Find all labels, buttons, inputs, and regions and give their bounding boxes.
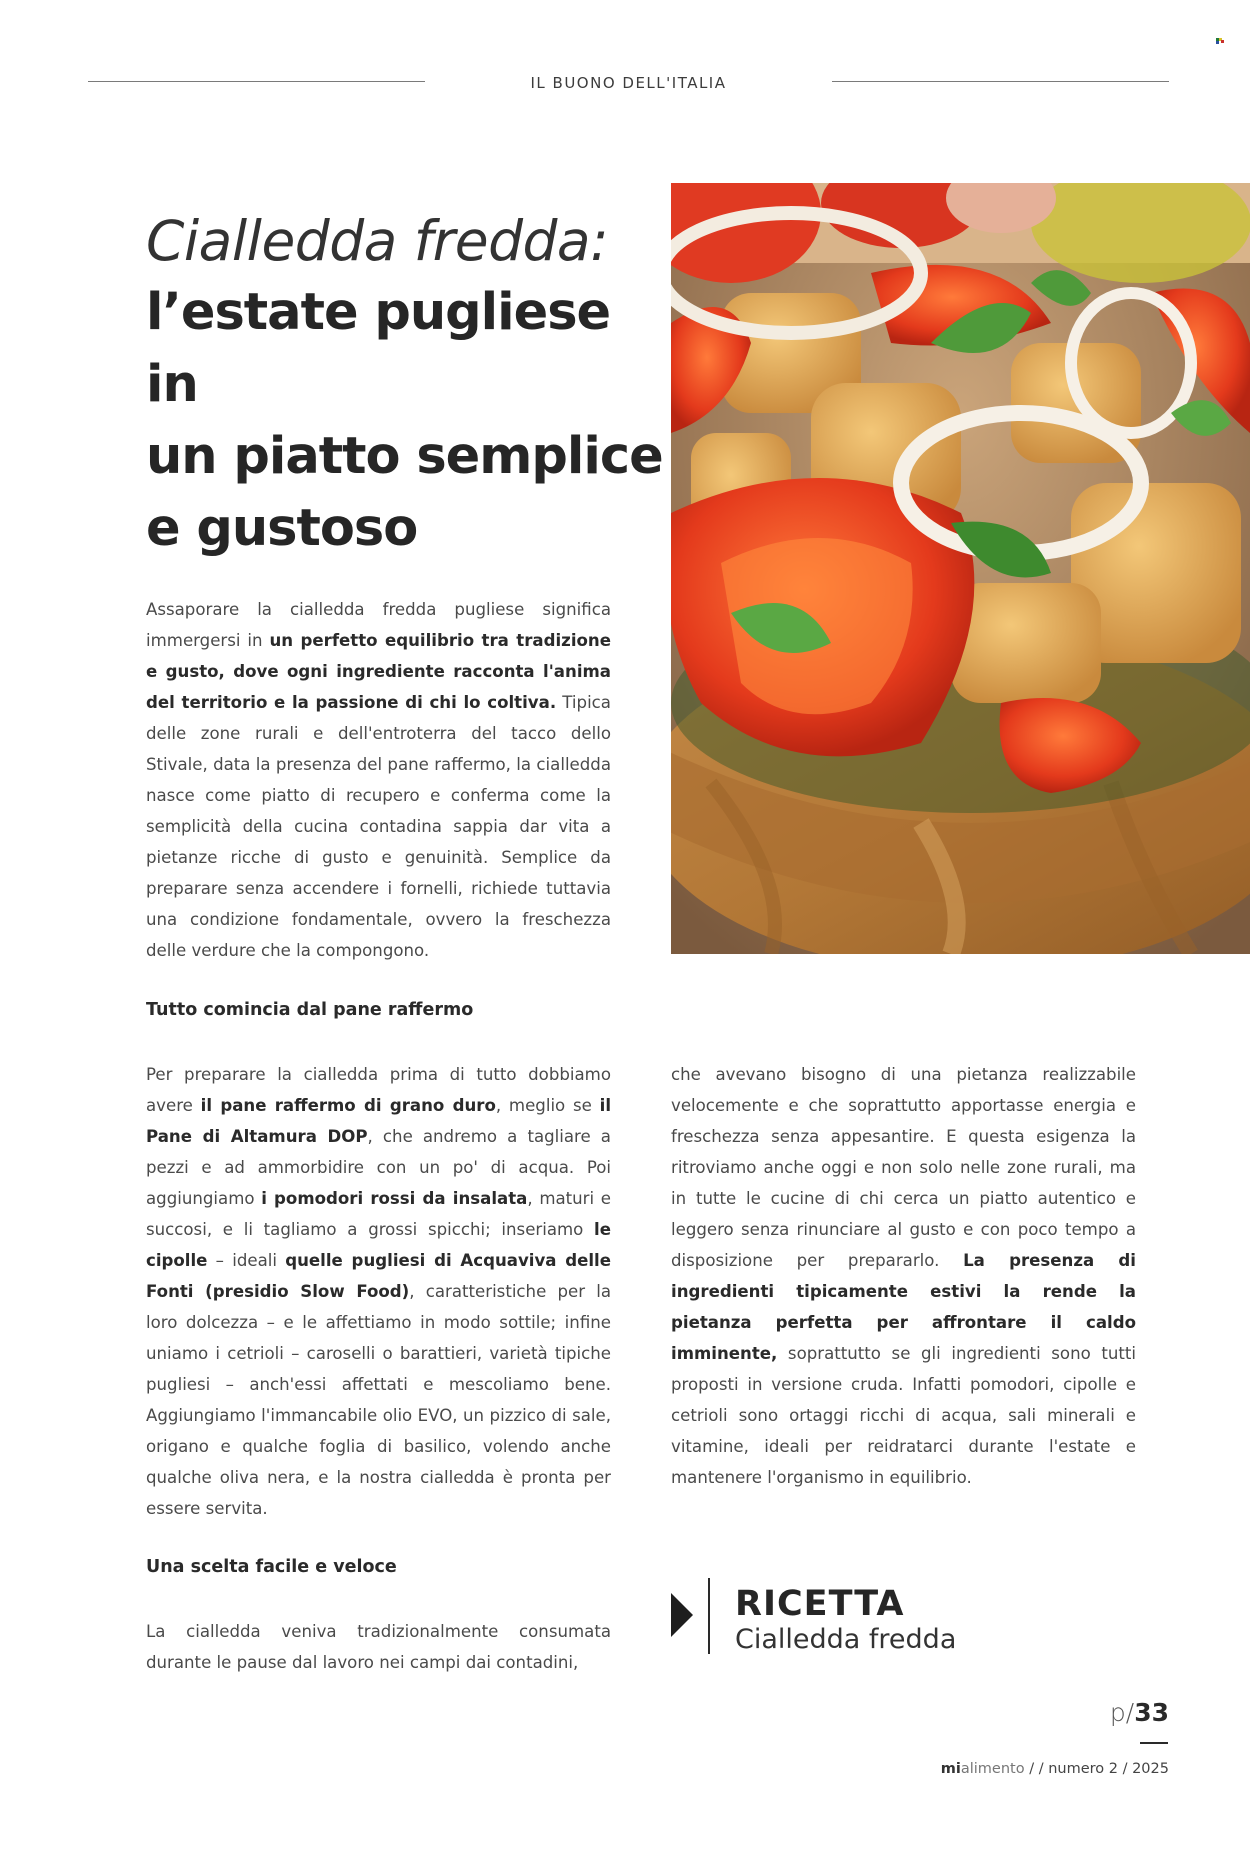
page-number-underline bbox=[1140, 1742, 1168, 1744]
title-line-4: e gustoso bbox=[146, 499, 418, 558]
header-rule-left bbox=[88, 81, 425, 82]
subheading-choice: Una scelta facile e veloce bbox=[146, 1557, 397, 1577]
footer-publication: mialimento / / numero 2 / 2025 bbox=[940, 1761, 1169, 1777]
recipe-divider bbox=[708, 1578, 710, 1654]
section-label: IL BUONO DELL'ITALIA bbox=[530, 74, 727, 92]
choice-paragraph-continued: che avevano bisogno di una pietanza realizzabile velocemente e che soprattutto apportasse energia e freschezza senza appesantire. E questa esigenza la ritroviamo anche oggi e non solo nelle zone rurali, ma in tutte le cucine di chi cerca un piatto autentico e leggero senza rinunciare al gusto e con poco tempo a disposizione per prepararlo. La presenza di ingredienti tipicamente estivi la rende la pietanza perfetta per affrontare il caldo imminente, soprattutto se gli ingredienti sono tutti proposti in versione cruda. Infatti pomodori, cipolle e cetrioli sono ortaggi ricchi di acqua, sali minerali e vitamine, ideali per reidratarci durante l'estate e mantenere l'organismo in equilibrio. bbox=[671, 1065, 1136, 1487]
title-line-1: Cialledda fredda: bbox=[146, 209, 609, 273]
corner-color-mark bbox=[1216, 38, 1224, 44]
recipe-label: RICETTA bbox=[735, 1584, 905, 1624]
bread-paragraph: Per preparare la cialledda prima di tutto dobbiamo avere il pane raffermo di grano duro, meglio se il Pane di Altamura DOP, che andremo a tagliare a pezzi e ad ammorbidire con un po' di acqua. Poi aggiungiamo i pomodori rossi da insalata, maturi e succosi, e li tagliamo a grossi spicchi; inseriamo le cipolle – ideali quelle pugliesi di Acquaviva delle Fonti (presidio Slow Food), caratteristiche per la loro dolcezza – e le affettiamo in modo sottile; infine uniamo i cetrioli – caroselli o barattieri, varietà tipiche pugliesi – anch'essi affettati e mescoliamo bene. Aggiungiamo l'immancabile olio EVO, un pizzico di sale, origano e qualche foglia di basilico, volendo anche qualche oliva nera, e la nostra cialledda è pronta per essere servita. bbox=[146, 1065, 612, 1518]
subheading-bread: Tutto comincia dal pane raffermo bbox=[146, 1000, 474, 1020]
page-number: p/33 bbox=[1109, 1698, 1169, 1727]
header-rule-right bbox=[832, 81, 1169, 82]
salad-photo bbox=[671, 183, 1250, 954]
play-triangle-icon bbox=[671, 1593, 693, 1637]
recipe-name: Cialledda fredda bbox=[735, 1624, 957, 1655]
recipe-box bbox=[671, 1578, 1011, 1654]
title-line-2: l’estate pugliese in bbox=[146, 283, 611, 414]
choice-paragraph-start: La cialledda veniva tradizionalmente consumata durante le pause dal lavoro nei campi dai contadini, bbox=[146, 1622, 611, 1672]
title-line-3: un piatto semplice bbox=[146, 427, 663, 486]
article-title bbox=[146, 205, 666, 565]
intro-paragraph: Assaporare la cialledda fredda pugliese significa immergersi in un perfetto equilibrio tra tradizione e gusto, dove ogni ingrediente racconta l'anima del territorio e la passione di chi lo coltiva. Tipica delle zone rurali e dell'entroterra del tacco dello Stivale, data la presenza del pane raffermo, la cialledda nasce come piatto di recupero e conferma come la semplicità della cucina contadina sappia dar vita a pietanze ricche di gusto e genuinità. Semplice da preparare senza accendere i fornelli, richiede tuttavia una condizione fondamentale, ovvero la freschezza delle verdure che la compongono. bbox=[146, 600, 611, 960]
